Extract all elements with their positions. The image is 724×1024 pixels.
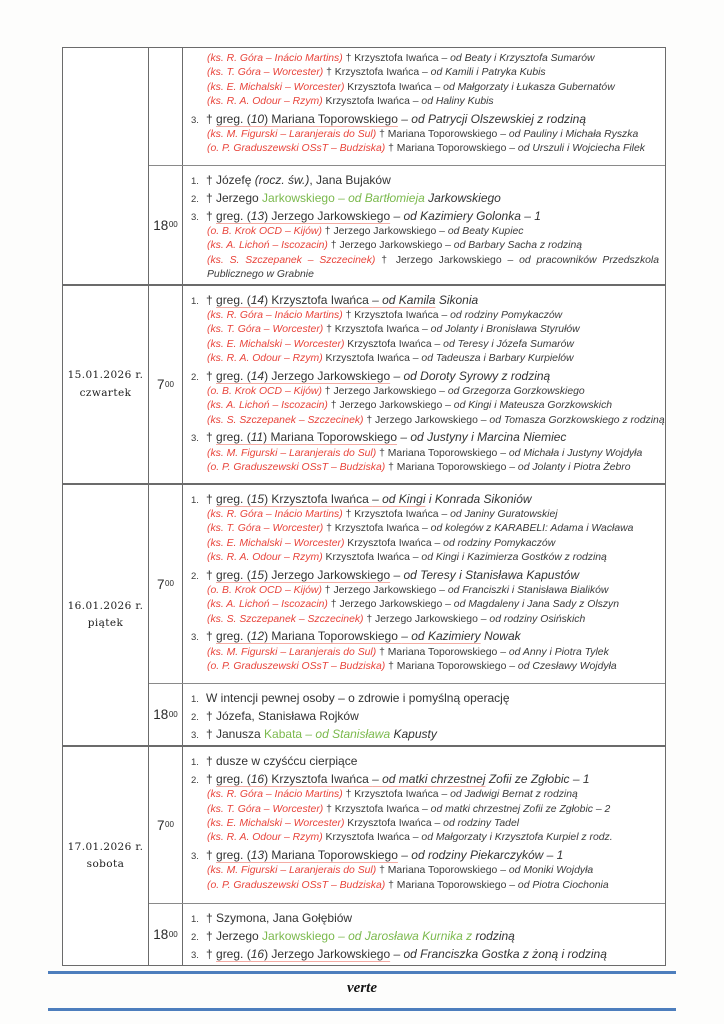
text-segment: 14: [250, 292, 265, 307]
intention-line: [191, 928, 659, 945]
text-segment: Krzysztofa Iwańca: [344, 338, 435, 350]
time-cell: 7 00: [149, 747, 183, 903]
text-segment: – od Małgorzaty i Krzysztofa Kurpiel z rodz.: [412, 832, 613, 844]
text-segment: – od Kingi i Kazimierza Gostków z rodziną: [412, 551, 607, 563]
list-number: 3.: [191, 949, 199, 961]
text-segment: greg. (: [216, 208, 251, 223]
footer-rule-top: [48, 971, 676, 974]
text-segment: †: [206, 111, 217, 126]
list-number: 1.: [191, 913, 199, 925]
text-segment: † Krzysztofa Iwańca: [323, 324, 423, 336]
sub-intention-line: [191, 598, 659, 612]
text-segment: – od rodziny Tadel: [434, 817, 520, 829]
text-segment: (ks. S. Szczepanek – Szczecinek): [207, 414, 364, 426]
text-segment: – od Doroty Syrowy z rodziną: [393, 368, 551, 383]
text-segment: (ks. R. A. Odour – Rzym): [207, 551, 323, 563]
sub-intention-line: [191, 385, 659, 399]
sub-intention-line: [191, 142, 659, 156]
text-segment: – od Franciszki i Stanisława Bialików: [439, 585, 609, 597]
text-segment: † Krzysztofa Iwańca: [342, 310, 442, 322]
time-cell: [149, 48, 183, 165]
date-group: [63, 745, 665, 965]
text-segment: – od Jarosława Kurnika z: [338, 928, 473, 943]
text-segment: †: [206, 292, 217, 307]
text-segment: – od Teresy i Józefa Sumarów: [434, 338, 574, 350]
text-segment: greg. (: [216, 491, 251, 506]
intentions-cell: [183, 904, 665, 965]
list-number: 2.: [191, 371, 199, 383]
list-number: 3.: [191, 850, 199, 862]
text-segment: † Jerzego Jarkowskiego: [327, 599, 446, 611]
text-segment: Kapusty: [393, 726, 437, 741]
text-segment: 13: [250, 847, 265, 862]
text-segment: , Jana Bujaków: [309, 172, 391, 187]
intention-line: [191, 628, 659, 645]
list-number: 3.: [191, 114, 199, 126]
intentions-cell: [183, 166, 665, 284]
text-segment: W intencji pewnej osoby – o zdrowie i pomyślną operację: [206, 690, 510, 705]
text-segment: greg. (: [216, 847, 251, 862]
schedule-row: [149, 286, 665, 483]
rows: [149, 485, 665, 745]
list-number: 2.: [191, 570, 199, 582]
text-segment: † Mariana Toporowskiego: [376, 448, 501, 460]
text-segment: ) Jerzego Jarkowskiego: [264, 567, 391, 582]
list-number: 2.: [191, 711, 199, 723]
sub-intention-line: [191, 817, 659, 831]
time-label: 7: [157, 377, 165, 393]
intention-line: [191, 708, 659, 725]
text-segment: – od Teresy i Stanisława Kapustów: [393, 567, 580, 582]
text-segment: ) Jerzego Jarkowskiego: [264, 946, 391, 961]
text-segment: (o. B. Krok OCD – Kijów): [207, 585, 322, 597]
text-segment: – od Beaty Kupiec: [439, 226, 524, 238]
text-segment: – od Moniki Wojdyła: [500, 865, 594, 877]
text-segment: 15: [250, 567, 265, 582]
text-segment: (ks. R. A. Odour – Rzym): [207, 832, 323, 844]
text-segment: (o. B. Krok OCD – Kijów): [207, 386, 322, 398]
text-segment: ) Mariana Toporowskiego: [263, 430, 398, 445]
text-segment: (ks. E. Michalski – Worcester): [207, 338, 345, 350]
intentions-cell: [183, 684, 665, 745]
text-segment: 16: [250, 771, 265, 786]
weekday-label: czwartek: [79, 386, 132, 399]
intention-line: [191, 690, 659, 707]
text-segment: – od Stanisława: [305, 726, 391, 741]
text-segment: † Jerzego Jarkowskiego: [375, 254, 508, 266]
time-label: 7: [157, 817, 165, 833]
date-cell: [63, 48, 149, 284]
text-segment: greg. (: [216, 111, 251, 126]
list-number: 3.: [191, 632, 199, 644]
text-segment: † Krzysztofa Iwańca: [342, 789, 442, 801]
text-segment: – od Patrycji Olszewskiej z rodziną: [401, 111, 586, 126]
time-label: 18: [153, 927, 169, 943]
intention-line: [191, 429, 659, 446]
intentions-cell: [183, 48, 665, 165]
text-segment: – od Czesławy Wojdyła: [509, 661, 617, 673]
sub-intention-line: [191, 522, 659, 536]
sub-intention-line: [191, 81, 659, 95]
list-number: 3.: [191, 729, 199, 741]
sub-intention-line: [191, 864, 659, 878]
sub-intention-line: [191, 646, 659, 660]
text-segment: (rocz. św.): [254, 172, 310, 187]
text-segment: – od Kamila: [372, 292, 436, 307]
text-segment: ) Jerzego Jarkowskiego: [264, 368, 391, 383]
text-segment: (ks. S. Szczepanek – Szczecinek): [207, 613, 364, 625]
list-number: 1.: [191, 693, 199, 705]
text-segment: (ks. R. Góra – Inácio Martins): [207, 53, 343, 64]
text-segment: (ks. E. Michalski – Worcester): [207, 817, 345, 829]
text-segment: (ks. M. Figurski – Laranjerais do Sul): [207, 647, 377, 659]
weekday-label: sobota: [86, 858, 125, 871]
sub-intention-line: [191, 660, 659, 674]
mass-intentions-table: [62, 47, 666, 966]
rows: [149, 286, 665, 483]
intention-line: [191, 111, 659, 128]
text-segment: – od Małgorzaty i Łukasza Gubernatów: [434, 81, 615, 93]
text-segment: (o. B. Krok OCD – Kijów): [207, 226, 322, 238]
text-segment: † Jerzego Jarkowskiego: [363, 613, 481, 625]
intention-line: [191, 753, 659, 770]
text-segment: † Jerzego: [206, 190, 263, 205]
text-segment: ) Mariana Toporowskiego: [264, 629, 402, 644]
text-segment: – od Jolanty i Bronisława Styrułów: [422, 324, 580, 336]
schedule-row: [149, 165, 665, 284]
text-segment: † Jerzego Jarkowskiego: [363, 414, 481, 426]
text-segment: – od rodziny Piekarczyków – 1: [401, 847, 564, 862]
text-segment: Nowak: [480, 629, 521, 644]
text-segment: † Krzysztofa Iwańca: [323, 803, 423, 815]
text-segment: † Mariana Toporowskiego: [385, 462, 510, 474]
date-label: 16.01.2026 r.: [67, 599, 144, 612]
time-cell: 7 00: [149, 286, 183, 483]
list-number: 1.: [191, 494, 199, 506]
sub-intention-line: [191, 128, 659, 142]
text-segment: (ks. R. Góra – Inácio Martins): [207, 509, 343, 521]
text-segment: (ks. E. Michalski – Worcester): [207, 81, 345, 93]
sub-intention-line: [191, 879, 659, 893]
text-segment: † Mariana Toporowskiego: [385, 143, 510, 155]
text-segment: † Janusza: [206, 726, 265, 741]
date-group: [63, 483, 665, 745]
list-number: 1.: [191, 175, 199, 187]
intention-line: [191, 946, 659, 963]
text-segment: ) Krzysztofa Iwańca: [264, 491, 373, 506]
text-segment: †: [206, 208, 217, 223]
text-segment: (ks. S. Szczepanek – Szczecinek): [207, 254, 376, 266]
text-segment: greg. (: [216, 368, 251, 383]
intentions-cell: [183, 485, 665, 683]
text-segment: – od Magdaleny i Jana Sady z Olszyn: [445, 599, 619, 611]
date-group: [63, 284, 665, 483]
text-segment: † Jerzego Jarkowskiego: [327, 240, 446, 252]
text-segment: †: [206, 368, 217, 383]
text-segment: 12: [250, 629, 265, 644]
text-segment: – od Tomasza Gorzkowskiego z rodziną: [480, 414, 665, 426]
text-segment: (ks. R. A. Odour – Rzym): [207, 95, 323, 107]
text-segment: Jarkowskiego: [428, 190, 501, 205]
text-segment: †: [206, 946, 217, 961]
schedule-row: [149, 48, 665, 165]
sub-intention-line: [191, 831, 659, 845]
text-segment: – od matki chrzestnej Zofii ze Zgłobic – 2: [422, 803, 611, 815]
text-segment: (ks. E. Michalski – Worcester): [207, 537, 345, 549]
text-segment: rodziną: [475, 928, 515, 943]
text-segment: ) Jerzego Jarkowskiego: [264, 208, 391, 223]
text-segment: – od pracowników Przedszkola Publicznego w Grabnie: [207, 254, 660, 280]
text-segment: i Konrada Sikoniów: [425, 491, 532, 506]
text-segment: Krzysztofa Iwańca: [322, 832, 413, 844]
text-segment: – od Kingi: [372, 491, 426, 506]
text-segment: ) Mariana Toporowskiego: [264, 847, 398, 862]
text-segment: (ks. T. Góra – Worcester): [207, 803, 324, 815]
text-segment: † Mariana Toporowskiego: [385, 879, 510, 891]
text-segment: Jarkowskiego: [262, 190, 339, 205]
schedule-row: [149, 747, 665, 903]
text-segment: 10: [250, 111, 265, 126]
text-segment: † Mariana Toporowskiego: [376, 647, 501, 659]
text-segment: (ks. A. Lichoń – Iscozacin): [207, 400, 328, 412]
text-segment: (ks. A. Lichoń – Iscozacin): [207, 599, 328, 611]
time-cell: 18 00: [149, 684, 183, 745]
text-segment: 16: [250, 946, 265, 961]
intention-line: [191, 910, 659, 927]
time-cell: 18 00: [149, 166, 183, 284]
text-segment: Sikonia: [435, 292, 479, 307]
text-segment: – od Kingi i Mateusza Gorzkowskich: [445, 400, 613, 412]
text-segment: (o. P. Graduszewski OSsT – Budziska): [207, 879, 386, 891]
text-segment: (ks. M. Figurski – Laranjerais do Sul): [207, 448, 377, 460]
text-segment: – od Haliny Kubis: [412, 95, 494, 107]
date-group: [63, 48, 665, 284]
list-number: 1.: [191, 756, 199, 768]
text-segment: Kabata: [264, 726, 306, 741]
intention-line: [191, 172, 659, 189]
weekday-label: piątek: [87, 617, 124, 630]
sub-intention-line: [191, 537, 659, 551]
date-cell: [63, 747, 149, 965]
time-label: 18: [153, 217, 169, 233]
text-segment: greg. (: [216, 292, 251, 307]
text-segment: † Mariana Toporowskiego: [376, 129, 501, 141]
text-segment: † Mariana Toporowskiego: [385, 661, 510, 673]
text-segment: † Jerzego: [206, 928, 263, 943]
rows: [149, 747, 665, 965]
time-cell: 7 00: [149, 485, 183, 683]
sub-intention-line: [191, 52, 659, 66]
sub-intention-line: [191, 338, 659, 352]
sub-intention-line: [191, 225, 659, 239]
text-segment: (ks. R. Góra – Inácio Martins): [207, 310, 343, 322]
text-segment: (ks. R. A. Odour – Rzym): [207, 352, 323, 364]
text-segment: – od Beaty i Krzysztofa Sumarów: [441, 53, 595, 64]
sub-intention-line: [191, 66, 659, 80]
sub-intention-line: [191, 239, 659, 253]
sub-intention-line: [191, 352, 659, 366]
sub-intention-line: [191, 584, 659, 598]
text-segment: – od Kazimiery Golonka – 1: [393, 208, 541, 223]
text-segment: – od rodziny Pomykaczów: [441, 310, 563, 322]
text-segment: † Krzysztofa Iwańca: [342, 53, 442, 64]
text-segment: – od Urszuli i Wojciecha Filek: [509, 143, 645, 155]
sub-intention-line: [191, 323, 659, 337]
list-number: 2.: [191, 774, 199, 786]
sub-intention-line: [191, 447, 659, 461]
sub-intention-line: [191, 399, 659, 413]
text-segment: †: [206, 430, 217, 445]
text-segment: † Jerzego Jarkowskiego: [321, 386, 440, 398]
text-segment: (o. P. Graduszewski OSsT – Budziska): [207, 661, 386, 673]
text-segment: – od Bartłomieja: [338, 190, 425, 205]
text-segment: † Szymona, Jana Gołębiów: [206, 910, 353, 925]
list-number: 1.: [191, 295, 199, 307]
text-segment: †: [206, 567, 217, 582]
text-segment: – od Justyny i Marcina Niemiec: [400, 430, 567, 445]
text-segment: (ks. T. Góra – Worcester): [207, 67, 324, 79]
text-segment: (ks. T. Góra – Worcester): [207, 523, 324, 535]
text-segment: – od kolegów z KARABELI: Adama i Wacława: [422, 523, 634, 535]
text-segment: (o. P. Graduszewski OSsT – Budziska): [207, 143, 386, 155]
text-segment: – od rodziny Pomykaczów: [434, 537, 556, 549]
intention-line: [191, 292, 659, 309]
text-segment: Krzysztofa Iwańca: [344, 817, 435, 829]
text-segment: – od Janiny Guratowskiej: [441, 509, 558, 521]
text-segment: – od Kazimiery: [401, 629, 481, 644]
list-number: 3.: [191, 211, 199, 223]
sub-intention-line: [191, 95, 659, 109]
intentions-cell: [183, 286, 665, 483]
text-segment: greg. (: [216, 771, 251, 786]
sub-intention-line: [191, 803, 659, 817]
time-cell: 18 00: [149, 904, 183, 965]
text-segment: † Józefa, Stanisława Rojków: [206, 708, 359, 723]
time-label: 18: [153, 707, 169, 723]
intention-line: [191, 726, 659, 743]
text-segment: Zofii ze Zgłobic – 1: [485, 771, 590, 786]
text-segment: † Jerzego Jarkowskiego: [321, 585, 440, 597]
sub-intention-line: [191, 508, 659, 522]
date-label: 17.01.2026 r.: [67, 841, 144, 854]
text-segment: (ks. T. Góra – Worcester): [207, 324, 324, 336]
text-segment: – od Jadwigi Bernat z rodziną: [441, 789, 578, 801]
text-segment: (ks. M. Figurski – Laranjerais do Sul): [207, 129, 377, 141]
list-number: 2.: [191, 931, 199, 943]
text-segment: – od Michała i Justyny Wojdyła: [500, 448, 643, 460]
text-segment: † Krzysztofa Iwańca: [342, 509, 442, 521]
text-segment: †: [206, 771, 217, 786]
text-segment: (ks. A. Lichoń – Iscozacin): [207, 240, 328, 252]
footer-rule-bottom: [48, 1008, 676, 1011]
text-segment: †: [206, 629, 217, 644]
time-label: 7: [157, 576, 165, 592]
sub-intention-line: [191, 613, 659, 627]
text-segment: Krzysztofa Iwańca: [344, 537, 435, 549]
text-segment: (o. P. Graduszewski OSsT – Budziska): [207, 462, 386, 474]
text-segment: Krzysztofa Iwańca: [322, 95, 413, 107]
text-segment: † Mariana Toporowskiego: [376, 865, 501, 877]
text-segment: † dusze w czyśćcu cierpiące: [206, 753, 358, 768]
list-number: 2.: [191, 193, 199, 205]
intention-line: [191, 190, 659, 207]
sub-intention-line: [191, 461, 659, 475]
text-segment: – od Barbary Sacha z rodziną: [445, 240, 583, 252]
intention-line: [191, 567, 659, 584]
text-segment: 13: [250, 208, 265, 223]
text-segment: Jarkowskiego: [262, 928, 339, 943]
intention-line: [191, 847, 659, 864]
text-segment: 14: [250, 368, 265, 383]
text-segment: Krzysztofa Iwańca: [322, 551, 413, 563]
intention-line: [191, 491, 659, 508]
text-segment: – od Grzegorza Gorzkowskiego: [439, 386, 585, 398]
intention-line: [191, 208, 659, 225]
text-segment: 15: [250, 491, 265, 506]
date-label: 15.01.2026 r.: [67, 369, 144, 382]
text-segment: greg. (: [216, 567, 251, 582]
text-segment: – od Kamili i Patryka Kubis: [422, 67, 546, 79]
text-segment: – od Pauliny i Michała Ryszka: [500, 129, 639, 141]
rows: [149, 48, 665, 284]
schedule-row: [149, 485, 665, 683]
sub-intention-line: [191, 551, 659, 565]
text-segment: – od matki chrzestnej: [372, 771, 486, 786]
sub-intention-line: [191, 309, 659, 323]
sub-intention-line: [191, 254, 659, 283]
text-segment: ) Krzysztofa Iwańca: [264, 771, 373, 786]
sub-intention-line: [191, 414, 665, 428]
text-segment: – od Jolanty i Piotra Żebro: [509, 462, 631, 474]
text-segment: – od rodziny Osińskich: [480, 613, 586, 625]
intentions-cell: [183, 747, 665, 903]
text-segment: greg. (: [216, 946, 251, 961]
text-segment: (ks. R. Góra – Inácio Martins): [207, 789, 343, 801]
list-number: 3.: [191, 433, 199, 445]
date-cell: [63, 286, 149, 483]
text-segment: †: [206, 847, 217, 862]
intention-line: [191, 771, 659, 788]
text-segment: – od Franciszka Gostka z żoną i rodziną: [393, 946, 607, 961]
text-segment: Krzysztofa Iwańca: [344, 81, 435, 93]
schedule-row: [149, 683, 665, 745]
text-segment: †: [206, 491, 217, 506]
text-segment: (ks. M. Figurski – Laranjerais do Sul): [207, 865, 377, 877]
text-segment: † Krzysztofa Iwańca: [323, 67, 423, 79]
text-segment: ) Krzysztofa Iwańca: [264, 292, 373, 307]
date-cell: [63, 485, 149, 745]
text-segment: – od Piotra Ciochonia: [509, 879, 609, 891]
text-segment: – od Tadeusza i Barbary Kurpielów: [412, 352, 574, 364]
intention-line: [191, 368, 659, 385]
text-segment: † Jerzego Jarkowskiego: [321, 226, 440, 238]
text-segment: – od Anny i Piotra Tylek: [500, 647, 609, 659]
text-segment: † Józefę: [206, 172, 255, 187]
text-segment: ) Mariana Toporowskiego: [264, 111, 398, 126]
sub-intention-line: [191, 788, 659, 802]
text-segment: Krzysztofa Iwańca: [322, 352, 413, 364]
verte-label: verte: [347, 980, 377, 996]
text-segment: † Jerzego Jarkowskiego: [327, 400, 446, 412]
text-segment: † Krzysztofa Iwańca: [323, 523, 423, 535]
text-segment: greg. (: [216, 430, 251, 445]
schedule-row: [149, 903, 665, 965]
text-segment: greg. (: [216, 629, 251, 644]
text-segment: 11: [250, 430, 264, 445]
